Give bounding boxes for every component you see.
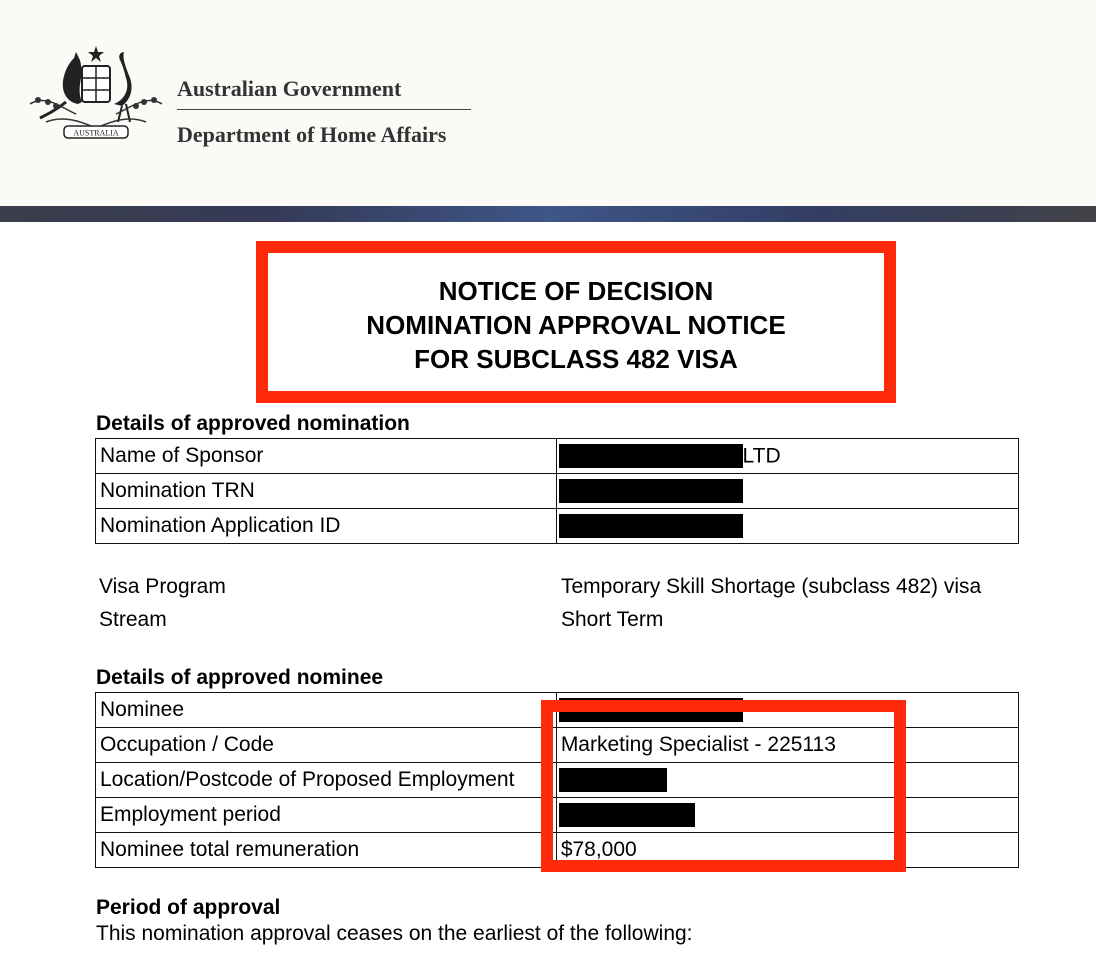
nomination-heading: Details of approved nomination [96, 412, 410, 435]
redaction-block [559, 479, 743, 503]
employment-period-label: Employment period [96, 798, 557, 833]
sponsor-value [556, 439, 1018, 474]
letterhead [0, 0, 1096, 206]
period-text: This nomination approval ceases on the earliest of the following: [96, 922, 693, 945]
stream-label: Stream [99, 608, 167, 631]
period-heading: Period of approval [96, 896, 281, 919]
application-id-value [556, 509, 1018, 544]
sponsor-label: Name of Sponsor [96, 439, 557, 474]
stream-value: Short Term [561, 608, 664, 631]
redaction-block [559, 514, 743, 538]
remuneration-value: $78,000 [556, 833, 1018, 868]
department-name: Department of Home Affairs [177, 122, 447, 147]
crest-scroll-text: AUSTRALIA [73, 128, 119, 138]
application-id-label: Nomination Application ID [96, 509, 557, 544]
trn-value [556, 474, 1018, 509]
nominee-highlight-box [541, 700, 906, 872]
occupation-value: Marketing Specialist - 225113 [556, 728, 1018, 763]
table-row [96, 509, 1019, 544]
notice-title-line-2: NOMINATION APPROVAL NOTICE [366, 310, 786, 340]
notice-title [268, 274, 884, 376]
header-band [0, 206, 1096, 222]
table-row [96, 439, 1019, 474]
coat-of-arms-icon [26, 44, 166, 152]
notice-title-line-1: NOTICE OF DECISION [438, 276, 714, 306]
redaction-block [559, 444, 743, 468]
table-row [96, 474, 1019, 509]
notice-title-line-3: FOR SUBCLASS 482 VISA [414, 344, 738, 374]
sponsor-value-text: LTD [742, 444, 781, 468]
occupation-label: Occupation / Code [96, 728, 557, 763]
nominee-label: Nominee [96, 693, 557, 728]
location-label: Location/Postcode of Proposed Employment [96, 763, 557, 798]
government-name: Australian Government [177, 76, 402, 101]
trn-label: Nomination TRN [96, 474, 557, 509]
remuneration-label: Nominee total remuneration [96, 833, 557, 868]
letterhead-divider [177, 109, 471, 110]
nomination-table [95, 438, 1019, 544]
visa-program-value: Temporary Skill Shortage (subclass 482) visa [561, 575, 982, 598]
visa-program-label: Visa Program [99, 575, 226, 598]
nominee-heading: Details of approved nominee [96, 666, 384, 689]
